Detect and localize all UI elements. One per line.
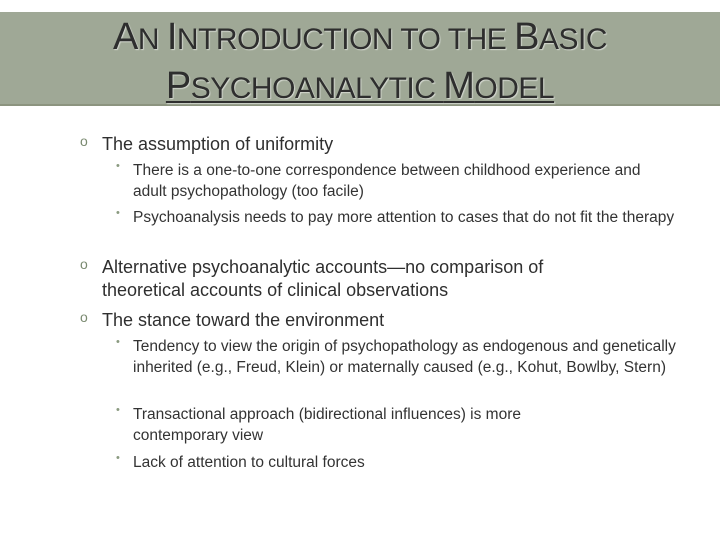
bullet-marker: o — [80, 256, 88, 272]
bullet-marker: o — [80, 309, 88, 325]
title-text: ODEL — [474, 72, 555, 105]
sub-bullet-marker: • — [116, 452, 120, 464]
sub-bullet-text: Psychoanalysis needs to pay more attention to cases that do not fit the therapy — [133, 209, 675, 226]
title-cap: I — [166, 16, 177, 58]
title-text: NTRODUCTION TO THE — [176, 23, 515, 56]
bullet-text: Alternative psychoanalytic accounts—no comparison of theoretical accounts of clinical observations — [102, 257, 544, 300]
bullet-text: The stance toward the environment — [102, 310, 385, 330]
title-cap: A — [113, 16, 138, 58]
title-text: ASIC — [538, 23, 607, 56]
title-cap: P — [165, 65, 191, 107]
sub-bullet-text: Lack of attention to cultural forces — [133, 454, 365, 471]
sub-bullet-text: Tendency to view the origin of psychopathology as endogenous and genetically inherited (e.g., Freud, Klein) or maternally caused (e.g., Kohut, Bowlby, Stern) — [133, 338, 676, 376]
sub-bullet-text: Transactional approach (bidirectional influences) is more contemporary view — [133, 406, 521, 444]
title-text: SYCHOANALYTIC — [190, 72, 444, 105]
title-text: N — [137, 23, 167, 56]
sub-bullet-marker: • — [116, 336, 120, 348]
sub-bullet-marker: • — [116, 207, 120, 219]
sub-bullet-text: There is a one-to-one correspondence between childhood experience and adult psychopathology (too facile) — [133, 162, 641, 200]
bullet-marker: o — [80, 133, 88, 149]
title-cap: B — [514, 16, 539, 58]
sub-bullet-marker: • — [116, 404, 120, 416]
sub-bullet-marker: • — [116, 160, 120, 172]
bullet-text: The assumption of uniformity — [102, 134, 334, 154]
title-cap: M — [443, 65, 475, 107]
